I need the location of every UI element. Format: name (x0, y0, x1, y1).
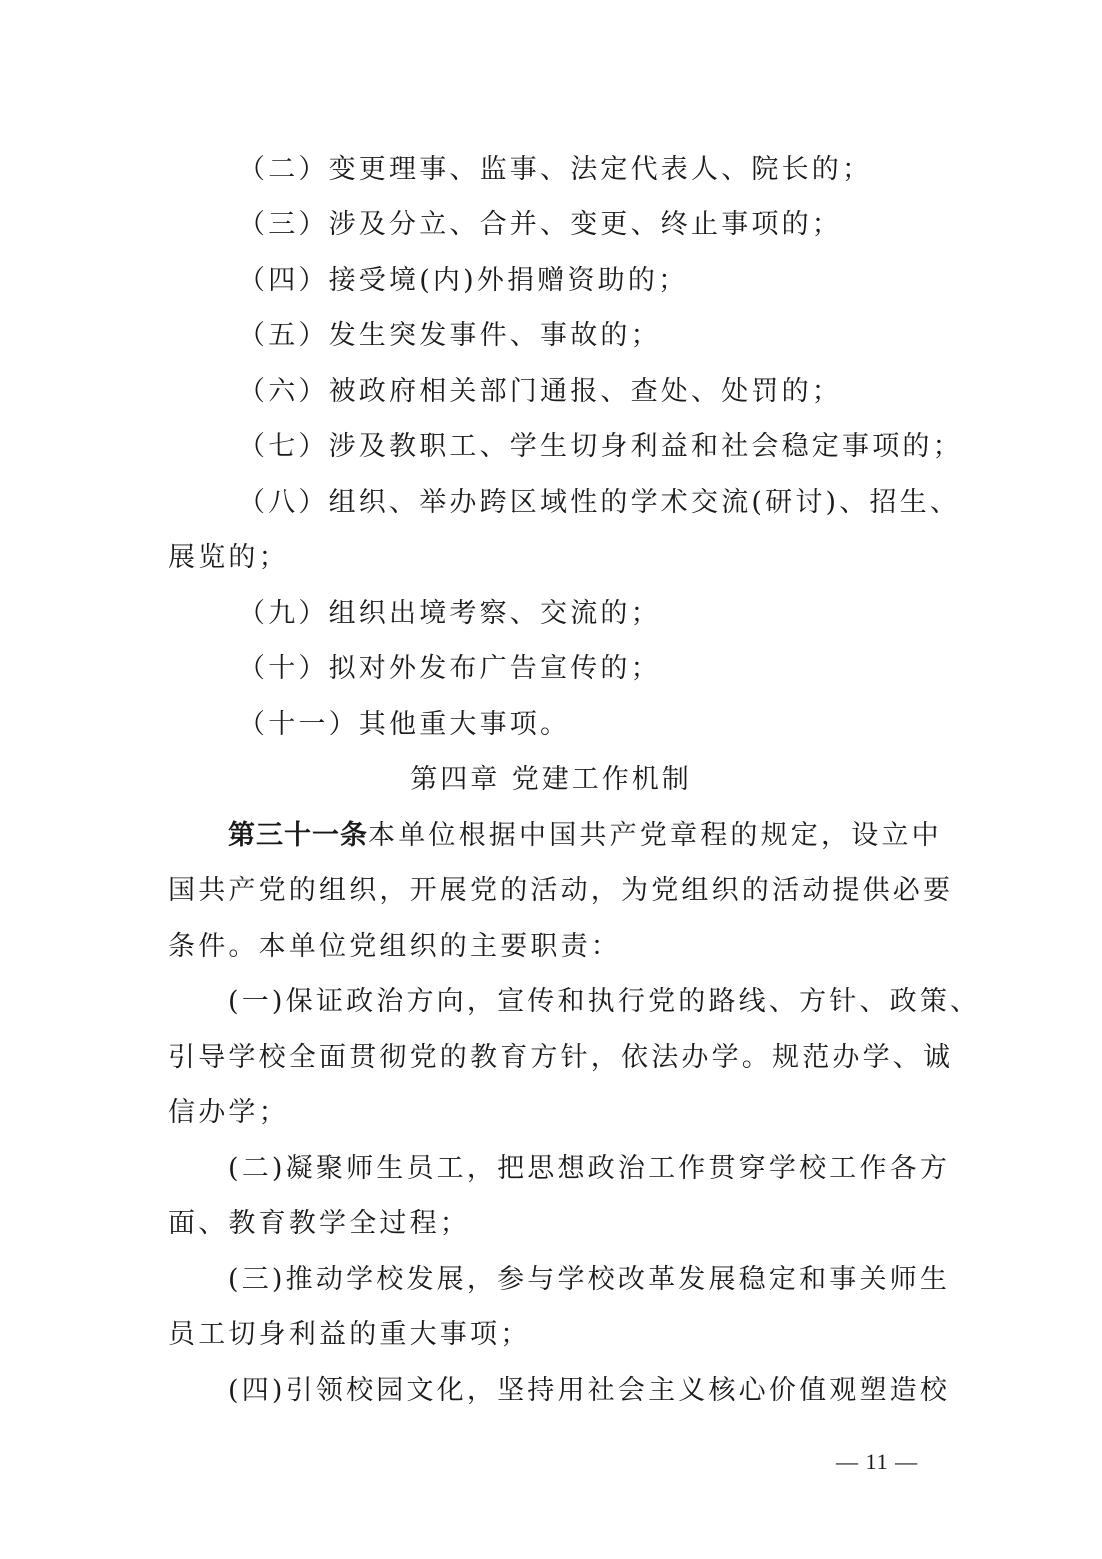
article-line: 员工切身利益的重大事项； (168, 1319, 531, 1350)
article-line: 国共产党的组织，开展党的活动，为党组织的活动提供必要 (168, 875, 954, 906)
article-first-line (228, 818, 998, 854)
article-line: 引导学校全面贯彻党的教育方针，依法办学。规范办学、诚 (168, 1042, 954, 1073)
list-item: （三）涉及分立、合并、变更、终止事项的； (238, 209, 842, 240)
list-item: （十）拟对外发布广告宣传的； (238, 653, 661, 684)
list-item: （十一）其他重大事项。 (238, 709, 571, 740)
article-first-line-text: 本单位根据中国共产党章程的规定，设立中 (368, 820, 942, 851)
article-line: (二)凝聚师生员工，把思想政治工作贯穿学校工作各方 (228, 1153, 951, 1184)
list-item: （二）变更理事、监事、法定代表人、院长的； (238, 154, 873, 185)
article-line: 条件。本单位党组织的主要职责： (168, 931, 621, 962)
list-item: （五）发生突发事件、事故的； (238, 320, 661, 351)
chapter-heading: 第四章 党建工作机制 (410, 764, 692, 795)
page-number: — 11 — (836, 1449, 919, 1474)
article-line: (四)引领校园文化，坚持用社会主义核心价值观塑造校 (228, 1375, 951, 1406)
list-item: （四）接受境(内)外捐赠资助的； (238, 265, 689, 296)
list-item: （七）涉及教职工、学生切身利益和社会稳定事项的； (238, 431, 963, 462)
article-line: (一)保证政治方向，宣传和执行党的路线、方针、政策、 (228, 986, 981, 1017)
article-line: 面、教育教学全过程； (168, 1208, 470, 1239)
list-item-continuation: 展览的； (168, 542, 289, 573)
list-item: （六）被政府相关部门通报、查处、处罚的； (238, 376, 842, 407)
article-line: (三)推动学校发展，参与学校改革发展稳定和事关师生 (228, 1264, 951, 1295)
list-item: （九）组织出境考察、交流的； (238, 598, 661, 629)
list-item: （八）组织、举办跨区域性的学术交流(研讨)、招生、 (238, 487, 961, 518)
article-label: 第三十一条 (228, 820, 368, 851)
article-line: 信办学； (168, 1097, 289, 1128)
